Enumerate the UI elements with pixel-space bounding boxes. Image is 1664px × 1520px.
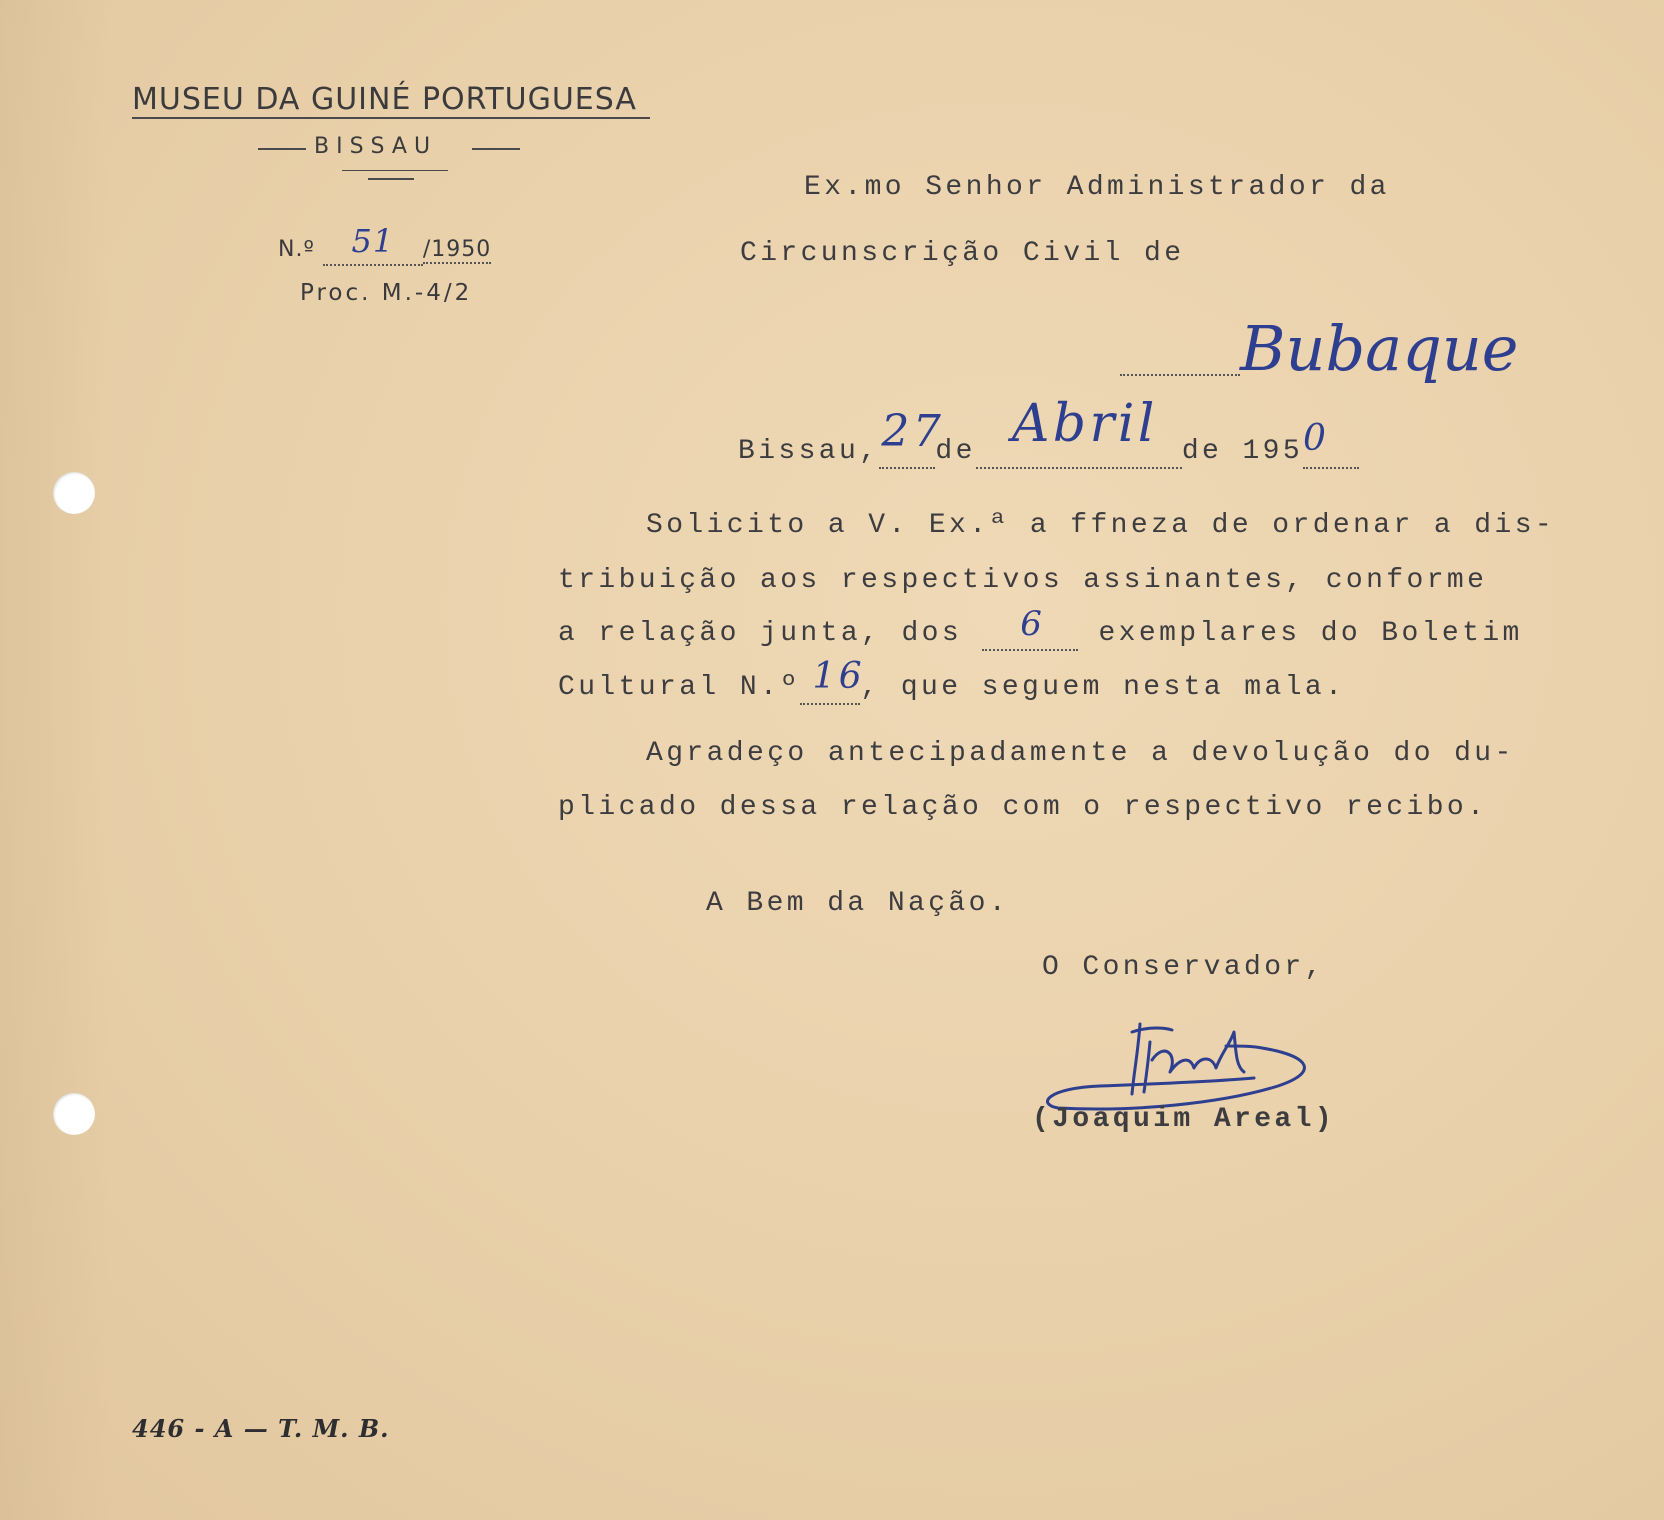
date-day-field bbox=[879, 406, 945, 469]
bulletin-number-field bbox=[800, 656, 866, 705]
number-value: 51 bbox=[351, 222, 395, 260]
date-year-prefix: 195 bbox=[1242, 436, 1304, 467]
body-paragraph-1-line-3 bbox=[558, 604, 1523, 651]
body-paragraph-2-line-2: plicado dessa relação com o respectivo recibo. bbox=[558, 792, 1488, 823]
print-reference-footer: 446 - A — T. M. B. bbox=[132, 1414, 390, 1443]
process-reference: Proc. M.-4/2 bbox=[300, 280, 473, 306]
date-city: Bissau, bbox=[738, 436, 880, 467]
date-day: 27 bbox=[881, 406, 945, 457]
addressee-line-2: Circunscrição Civil de bbox=[740, 238, 1185, 269]
city-rule-left bbox=[258, 148, 306, 150]
body-paragraph-2-line-1: Agradeço antecipadamente a devolução do du- bbox=[646, 738, 1515, 769]
body-paragraph-1-line-1: Solicito a V. Ex.ª a ffneza de ordenar a dis- bbox=[646, 510, 1556, 541]
signatory-name: (Joaquim Areal) bbox=[1032, 1104, 1336, 1135]
date-year-field bbox=[1303, 418, 1359, 469]
body-paragraph-1-line-2: tribuição aos respectivos assinantes, conforme bbox=[558, 565, 1488, 596]
body-line-4-end: , que seguem nesta mala. bbox=[860, 672, 1346, 703]
copies-count-field bbox=[982, 604, 1078, 651]
body-line-3-start: a relação junta, dos bbox=[558, 618, 963, 649]
date-de-2: de bbox=[1181, 436, 1223, 467]
body-line-3-end: exemplares do Boletim bbox=[1098, 618, 1523, 649]
number-field bbox=[323, 222, 423, 266]
date-line bbox=[738, 394, 1359, 469]
letterhead-rule bbox=[342, 170, 448, 171]
number-year: /1950 bbox=[422, 237, 492, 262]
closing-role: O Conservador, bbox=[1042, 952, 1325, 983]
date-month: Abril bbox=[1011, 394, 1158, 454]
addressee-line-1: Ex.mo Senhor Administrador da bbox=[804, 172, 1390, 203]
date-de-1: de bbox=[935, 436, 976, 467]
museum-underline bbox=[132, 117, 650, 119]
city-name: BISSAU bbox=[314, 134, 438, 159]
letterhead-rule-short bbox=[368, 178, 414, 180]
city-rule-right bbox=[472, 148, 520, 150]
punch-hole-top bbox=[53, 472, 95, 514]
body-line-4-start: Cultural N.º bbox=[558, 672, 801, 703]
bulletin-number: 16 bbox=[812, 656, 866, 697]
date-year-suffix: 0 bbox=[1303, 418, 1330, 459]
number-label: N.º bbox=[278, 237, 315, 262]
closing-salutation: A Bem da Nação. bbox=[706, 888, 1010, 919]
reference-number bbox=[278, 222, 492, 266]
punch-hole-bottom bbox=[53, 1093, 95, 1135]
date-month-field bbox=[976, 394, 1182, 469]
museum-name: MUSEU DA GUINÉ PORTUGUESA bbox=[132, 82, 637, 117]
place-dots bbox=[1120, 374, 1240, 376]
addressee-place: Bubaque bbox=[1240, 312, 1519, 385]
paper-left-edge-shadow bbox=[0, 0, 110, 1520]
copies-count: 6 bbox=[1020, 604, 1046, 644]
body-paragraph-1-line-4 bbox=[558, 656, 1346, 705]
number-year-field bbox=[423, 237, 491, 264]
